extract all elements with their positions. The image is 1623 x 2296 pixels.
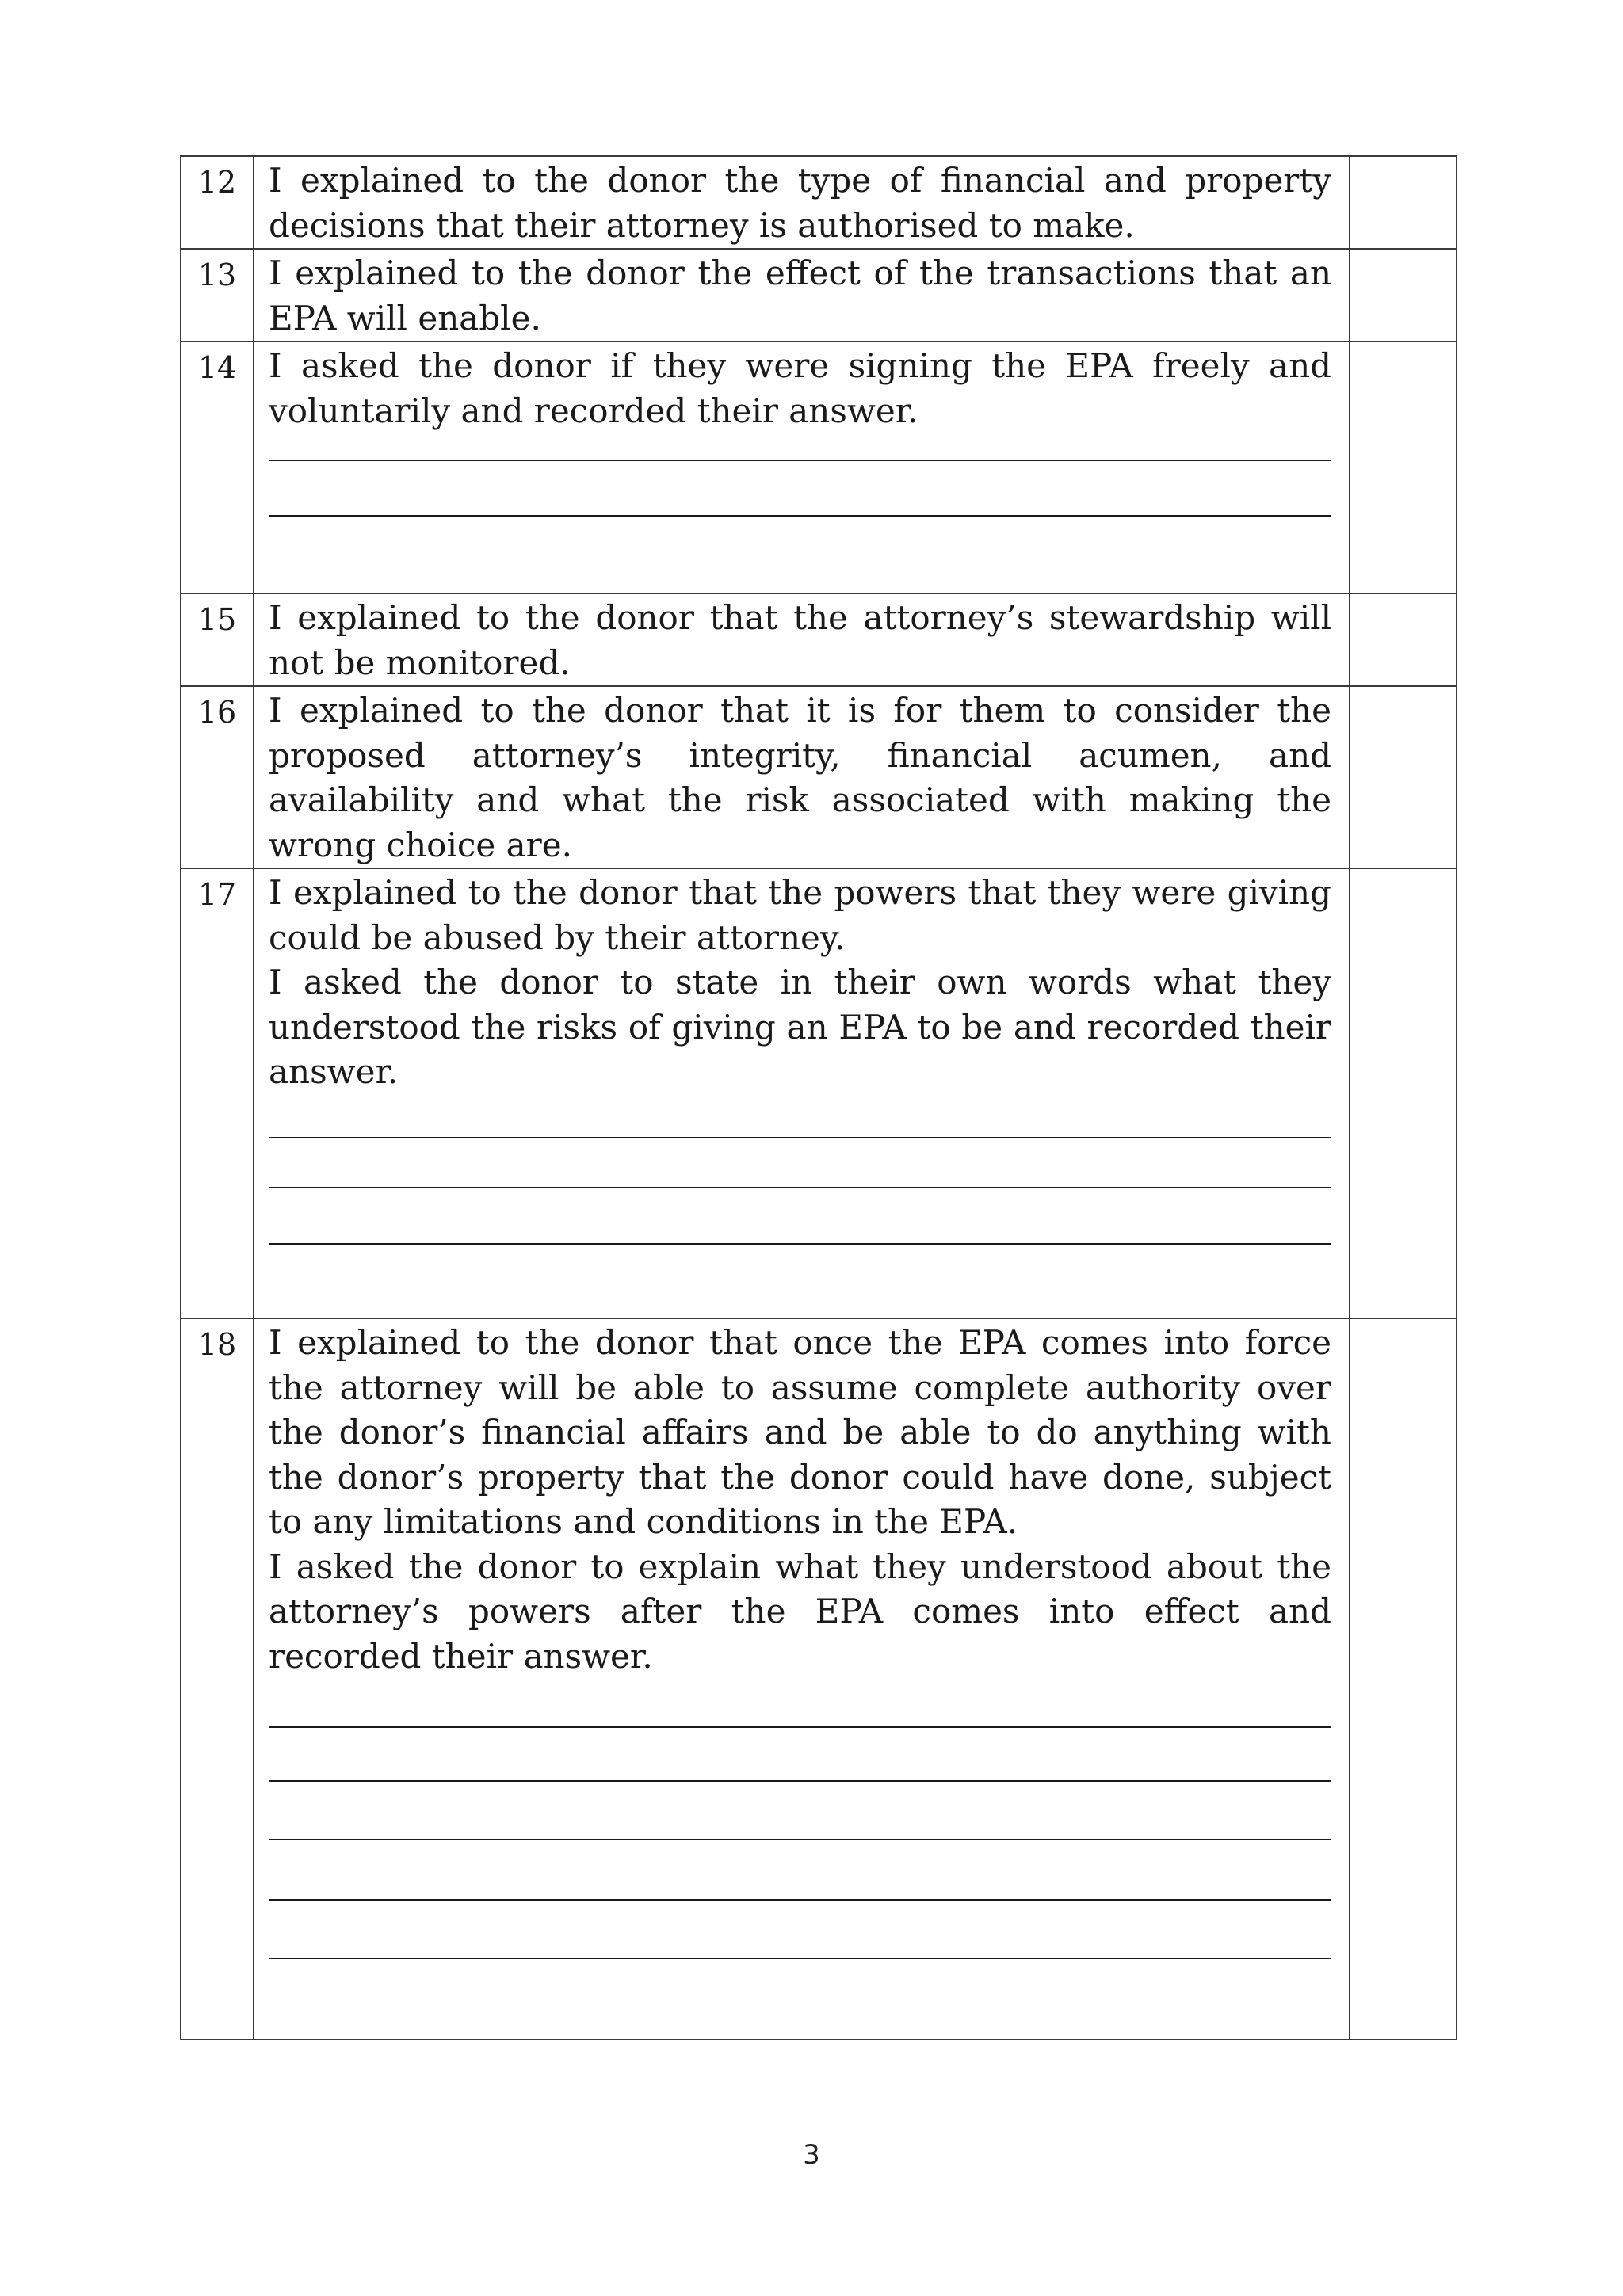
statement-paragraph: I asked the donor to explain what they understood about the attorney’s powers after the EPA comes into effect and recorded their answer. [269, 1547, 1331, 1676]
item-statement [254, 686, 1350, 868]
answer-line[interactable] [269, 1726, 1331, 1728]
answer-line[interactable] [269, 1137, 1331, 1138]
statement-paragraph: I explained to the donor that once the EPA comes into force the attorney will be able to assume complete authority over the donor’s financial affairs and be able to do anything with the donor’s property that the donor could have done, subject to any limitations and conditions in the EPA. [269, 1323, 1331, 1541]
checklist-row-15 [181, 593, 1457, 686]
statement-paragraph: I asked the donor if they were signing the EPA freely and voluntarily and recorded their answer. [269, 346, 1331, 430]
checklist-row-13 [181, 249, 1457, 341]
statement-paragraph: I explained to the donor the type of financial and property decisions that their attorney is authorised to make. [269, 161, 1331, 245]
checklist-row-12 [181, 156, 1457, 249]
checklist-body [181, 156, 1457, 2039]
item-number: 12 [181, 156, 254, 249]
statement-paragraph: I explained to the donor the effect of the transactions that an EPA will enable. [269, 254, 1331, 338]
item-number: 15 [181, 593, 254, 686]
item-statement [254, 1318, 1350, 2039]
item-statement [254, 341, 1350, 593]
page-number: 3 [803, 2139, 820, 2171]
answer-line[interactable] [269, 460, 1331, 461]
answer-line[interactable] [269, 1839, 1331, 1840]
item-number: 18 [181, 1318, 254, 2039]
answer-line[interactable] [269, 1899, 1331, 1901]
confirmation-box[interactable] [1350, 686, 1457, 868]
item-statement [254, 868, 1350, 1318]
checklist-row-14 [181, 341, 1457, 593]
answer-line[interactable] [269, 515, 1331, 517]
answer-line[interactable] [269, 1958, 1331, 1959]
confirmation-box[interactable] [1350, 1318, 1457, 2039]
item-number: 17 [181, 868, 254, 1318]
statement-paragraph: I explained to the donor that the attorney’s stewardship will not be monitored. [269, 598, 1331, 682]
item-number: 13 [181, 249, 254, 341]
answer-line[interactable] [269, 1243, 1331, 1245]
checklist-table [180, 155, 1457, 2040]
item-statement [254, 593, 1350, 686]
checklist-row-18 [181, 1318, 1457, 2039]
answer-line[interactable] [269, 1780, 1331, 1782]
statement-paragraph: I asked the donor to state in their own words what they understood the risks of giving an EPA to be and recorded their answer. [269, 963, 1331, 1091]
confirmation-box[interactable] [1350, 593, 1457, 686]
checklist-row-16 [181, 686, 1457, 868]
statement-paragraph: I explained to the donor that the powers that they were giving could be abused by their attorney. [269, 873, 1331, 957]
statement-paragraph: I explained to the donor that it is for them to consider the proposed attorney’s integrity, financial acumen, and availability and what the risk associated with making the wrong choice are. [269, 691, 1331, 864]
confirmation-box[interactable] [1350, 341, 1457, 593]
item-number: 14 [181, 341, 254, 593]
checklist-row-17 [181, 868, 1457, 1318]
confirmation-box[interactable] [1350, 156, 1457, 249]
item-number: 16 [181, 686, 254, 868]
item-statement [254, 249, 1350, 341]
confirmation-box[interactable] [1350, 249, 1457, 341]
answer-line[interactable] [269, 1187, 1331, 1188]
item-statement [254, 156, 1350, 249]
confirmation-box[interactable] [1350, 868, 1457, 1318]
